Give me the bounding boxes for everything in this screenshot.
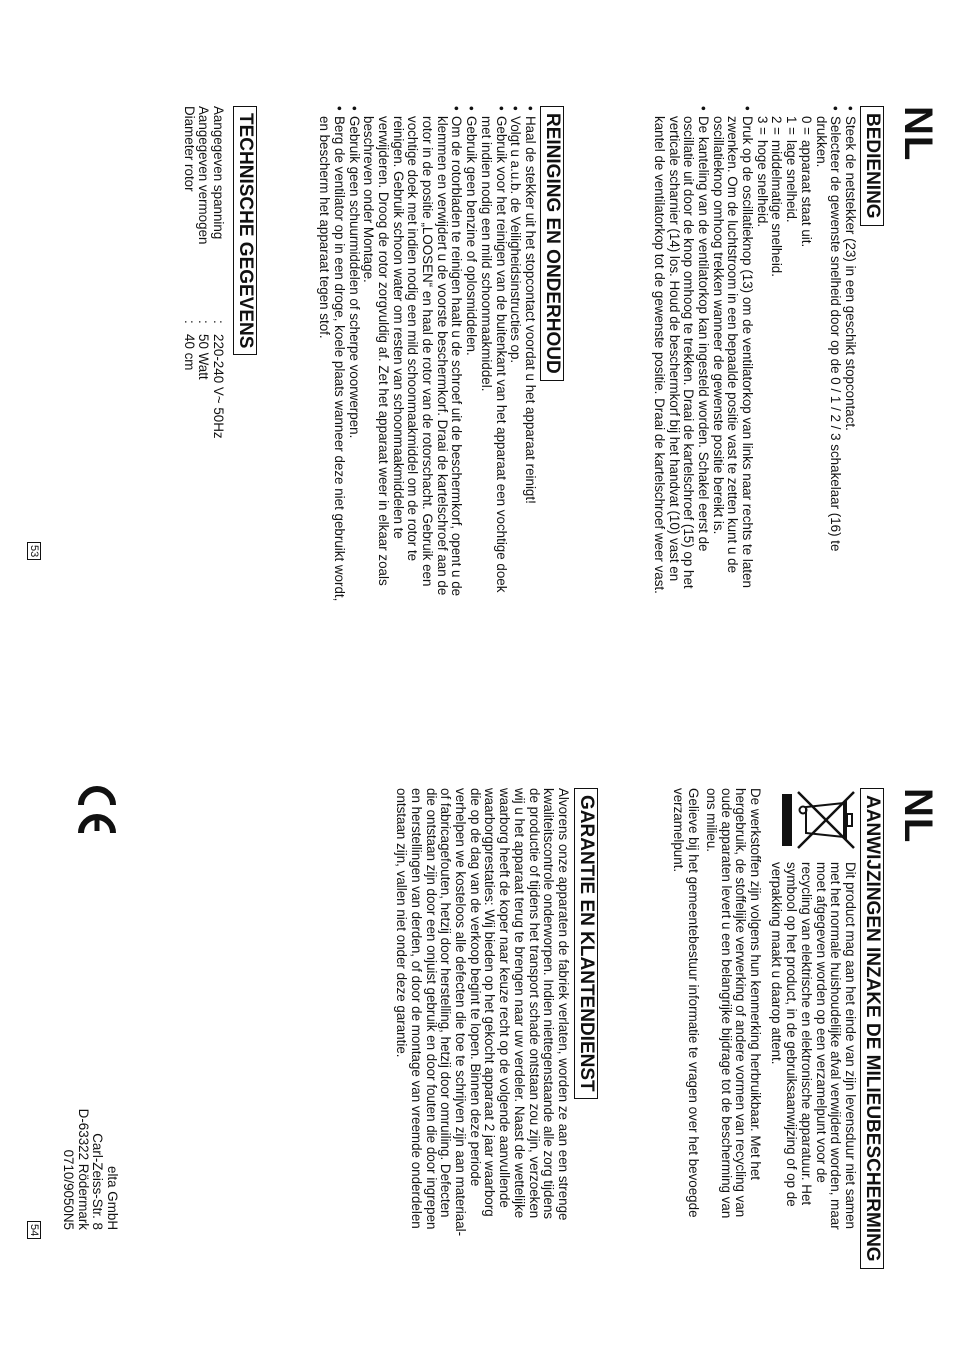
page-number: 53 — [27, 542, 41, 560]
spec-row: Diameter rotor : 40 cm — [181, 106, 197, 371]
address-line: Carl-Zeiss-Str. 8 — [90, 1133, 106, 1230]
reiniging-item: • Gebruik geen benzine of oplosmiddelen. — [463, 106, 478, 606]
address-line: D-63322 Rödermark — [75, 1108, 91, 1230]
heading-garantie: GARANTIE EN KLANTENDIENST — [574, 788, 598, 1099]
page-54 — [0, 676, 954, 1351]
reiniging-item: • Gebruik geen schuurmiddelen of scherpe voorwerpen. — [346, 106, 361, 606]
heading-technische-gegevens: TECHNISCHE GEGEVENS — [233, 106, 257, 355]
milieu-recycling: De werkstoffen zijn volgens hun kenmerking herbruikbaar. Met het hergebruik, de stoffelijke verwerking of andere vormen van recycling van oude apparaten levert u een belangrijke bijdrage tot de bescherming van ons milieu. — [703, 788, 763, 1219]
garantie-text: Alvorens onze apparaten de fabriek verlaten, worden ze aan een strenge kwaliteitscontrole onderworpen. Indien niettegenstaande alle zorg tijdens de productie of tijdens het transport schade ontstaan zou zijn, verzoeken wij u het apparaat terug te brengen naar uw verdeler. Naast de wettelijke waarborg heeft de koper naar keuze recht op de volgende aanvullende waarborgprestaties: Wij bieden op het gekocht apparaat 2 jaar waarborg die op de dag van de verkoop begint te lopen. Binnen deze periode verhelpen we kosteloos alle defecten die toe te schrijven zijn aan materiaal- of fabricagefouten, hetzij door herstelling, hetzij door omruiling. Defecten die ontstaan zijn door een onjuist gebruik en door fouten die door ingrepen en herstellingen van derden, of door de montage van vreemde onderdelen ontstaan zijn, vallen niet onder deze garantie. — [394, 788, 571, 1237]
bediening-item: • De kanteling van de ventilatorkop kan ingesteld worden. Schakel eerst de oscillatie uit door de knop omhoog te trekken. Draai de kartelschroef (15) op het verticale scharnier (14) los. Houd de beschermkorf bij het handvat (10) vast en kantel de ventilatorkop tot de gewenste positie. Draai de kartelschroef weer vast. — [651, 106, 710, 606]
spec-row: Aangegeven vermogen : 50 Watt — [196, 106, 212, 380]
speed-row: 0 = apparaat staat uit. — [798, 116, 814, 248]
reiniging-item: • Haal de stekker uit het stopcontact voordat u het apparaat reinigt! — [522, 106, 537, 606]
reiniging-item: • Gebruik voor het reinigen van de buitenkant van het apparaat een vochtige doek met indien nodig een mild schoonmaakmiddel. — [478, 106, 507, 606]
language-label: NL — [896, 788, 940, 844]
address-line: elta GmbH — [105, 1166, 120, 1230]
heading-milieubescherming: AANWIJZINGEN INZAKE DE MILIEUBESCHERMING — [860, 788, 884, 1269]
bediening-item: • Druk op de oscillatieknop (13) om de ventilatorkop van links naar rechts te laten zwenken. Om de luchtstroom in een bepaalde positie vast te zetten kunt u de oscillatieknop omhoog trekken wanneer de gewenste positie bereikt is. — [710, 106, 754, 606]
speed-row: 1 = lage snelheid. — [784, 116, 800, 223]
reiniging-item: • Volgt u a.u.b. de Veiligheidsinstructies op. — [508, 106, 523, 606]
heading-bediening: BEDIENING — [860, 106, 884, 226]
page-53 — [0, 0, 954, 675]
heading-reiniging: REINIGING EN ONDERHOUD — [540, 106, 564, 381]
speed-row: 3 = hoge snelheid. — [754, 116, 770, 228]
speed-row: 2 = middelmatige snelheid. — [769, 116, 785, 277]
milieu-verzamelpunt: Gelieve bij het gemeentebestuur informatie te vragen over het bevoegde verzamelpunt. — [671, 788, 701, 1218]
bediening-section — [651, 106, 857, 606]
spec-row: Aangegeven spanning : 220-240 V~ 50Hz — [211, 106, 226, 439]
milieu-intro: Dit product mag aan het einde van zijn levensduur niet samen met het normale huishoudelijke afval verwijderd worden, maar moet afgegeven worden op een verzamelpunt voor de recycling van elektrische en elektronische apparatuur. Het symbool op het product, in de gebruiksaanwijzing of op de verpakking maakt u daarop attent. — [769, 862, 858, 1230]
manufacturer-address — [60, 1076, 119, 1230]
bediening-item: • Steek de netstekker (23) in een geschikt stopcontact. — [842, 106, 857, 606]
reiniging-section — [316, 106, 537, 606]
address-line: 0710/9050N5 — [60, 1149, 76, 1230]
reiniging-item: • Berg de ventilator op in een droge, koele plaats wanneer deze niet gebruikt wordt, en bescherm het apparaat tegen stof. — [316, 106, 345, 606]
page-number: 54 — [27, 1221, 41, 1239]
crossed-out-wheelie-bin-icon — [780, 786, 858, 854]
ce-mark-icon — [75, 779, 119, 839]
bediening-item: • Selecteer de gewenste snelheid door op de 0 / 1 / 2 / 3 schakelaar (16) te drukken. — [813, 106, 842, 606]
spec-table — [181, 106, 225, 439]
reiniging-item: • Om de rotorbladen te reinigen haalt u de schroef uit de beschermkorf, opent u de klemmen en verwijdert u de voorste beschermkorf. Draai de kartelschroef aan de rotor in de positie „LOOSEN“ en haal de rotor van de rotorschacht. Gebruik een vochtige doek met indien nodig een mild schoonmaakmiddel om de rotor te reinigen. Gebruik schoon water om resten van schoonmaakmiddelen te verwijderen. Droog de rotor zorgvuldig af. Zet het apparaat weer in elkaar zoals beschreven onder Montage. — [361, 106, 464, 606]
language-label: NL — [896, 106, 940, 162]
